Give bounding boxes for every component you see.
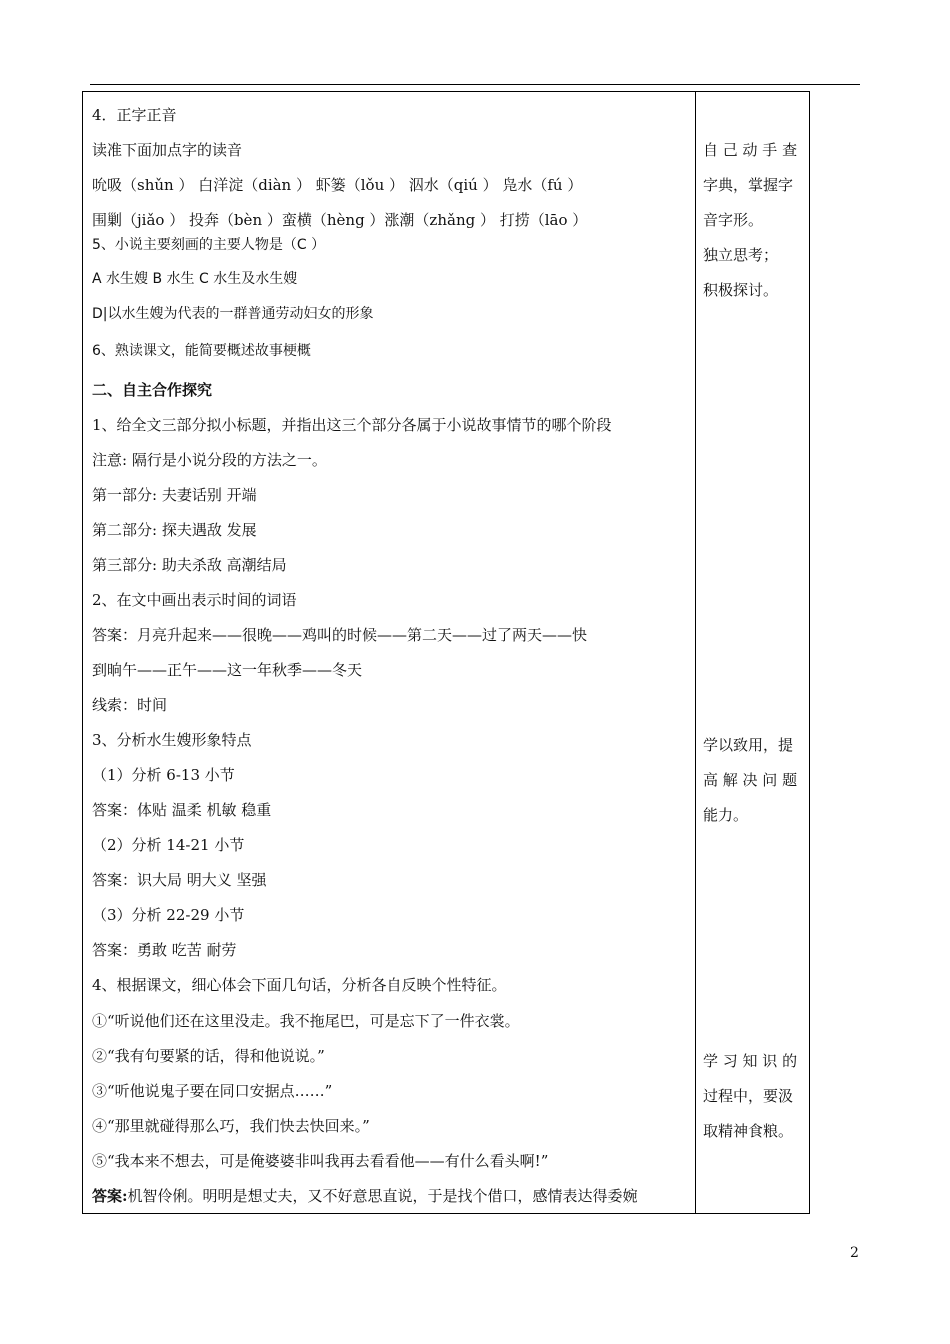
quote-4: ④“那里就碰得那么巧，我们快去快回来。” [92,1117,370,1135]
part-3: 第三部分: 助夫杀敌 高潮结局 [92,556,287,574]
note-1-line-4: 独立思考； [703,246,779,264]
header-rule [90,84,860,85]
page-number: 2 [850,1245,859,1261]
note-2-line-2: 高 解 决 问 题 [703,771,798,789]
answer-final [92,1185,638,1207]
note-1-line-2: 字典，掌握字 [703,176,794,194]
answer-3: 答案：勇敢 吃苦 耐劳 [92,941,237,959]
note-3-line-2: 过程中，要汲 [703,1087,794,1105]
quote-1: ①“听说他们还在这里没走。我不拖尾巴，可是忘下了一件衣裳。 [92,1012,520,1030]
question-6: 6、熟读课文，能简要概述故事梗概 [92,343,311,359]
sub-question-2: （2）分析 14-21 小节 [92,836,245,854]
option-line-d: D|以水生嫂为代表的一群普通劳动妇女的形象 [92,306,374,322]
part-2: 第二部分: 探夫遇敌 发展 [92,521,257,539]
clue-line: 线索：时间 [92,696,168,714]
question-2: 2、在文中画出表示时间的词语 [92,591,297,609]
quote-2: ②“我有句要紧的话，得和他说说。” [92,1047,325,1065]
answer-final-text: 机智伶俐。明明是想丈夫，又不好意思直说，于是找个借口，感情表达得委婉 [127,1187,638,1205]
pinyin-line-1: 吮吸（shǔn ） 白洋淀（diàn ） 虾篓（lǒu ） 泅水（qiú ） 凫水（fú ） [92,176,583,194]
note-2-line-1: 学以致用，提 [703,736,794,754]
section-heading-explore: 二、自主合作探究 [92,381,213,399]
answer-time-2: 到晌午——正午——这一年秋季——冬天 [92,661,363,679]
pinyin-line-2: 围剿（jiǎo ） 投奔（bèn ）蛮横（hèng ）涨潮（zhǎng ） 打捞（lāo ） [92,211,588,229]
question-4: 4、根据课文，细心体会下面几句话，分析各自反映个性特征。 [92,976,507,994]
answer-1: 答案：体贴 温柔 机敏 稳重 [92,801,272,819]
option-line-abc: A 水生嫂 B 水生 C 水生及水生嫂 [92,271,298,287]
answer-2: 答案：识大局 明大义 坚强 [92,871,267,889]
question-1: 1、给全文三部分拟小标题，并指出这三个部分各属于小说故事情节的哪个阶段 [92,416,612,434]
note-line: 注意: 隔行是小说分段的方法之一。 [92,451,327,469]
note-2-line-3: 能力。 [703,806,749,824]
note-1-line-3: 音字形。 [703,211,764,229]
part-1: 第一部分: 夫妻话别 开端 [92,486,257,504]
question-3: 3、分析水生嫂形象特点 [92,731,252,749]
answer-time-1: 答案：月亮升起来——很晚——鸡叫的时候——第二天——过了两天——快 [92,626,588,644]
note-3-line-3: 取精神食粮。 [703,1122,794,1140]
sub-question-3: （3）分析 22-29 小节 [92,906,245,924]
sub-question-1: （1）分析 6-13 小节 [92,766,235,784]
answer-label: 答案: [92,1187,128,1205]
quote-3: ③“听他说鬼子要在同口安据点……” [92,1082,333,1100]
note-1-line-5: 积极探讨。 [703,281,779,299]
note-1-line-1: 自 己 动 手 查 [703,141,798,159]
section-heading-pronunciation: 4．正字正音 [92,106,177,124]
question-5: 5、小说主要刻画的主要人物是（C ） [92,237,326,253]
quote-5: ⑤“我本来不想去，可是俺婆婆非叫我再去看看他——有什么看头啊!” [92,1152,549,1170]
instruction-line: 读准下面加点字的读音 [92,141,243,159]
note-3-line-1: 学 习 知 识 的 [703,1052,798,1070]
